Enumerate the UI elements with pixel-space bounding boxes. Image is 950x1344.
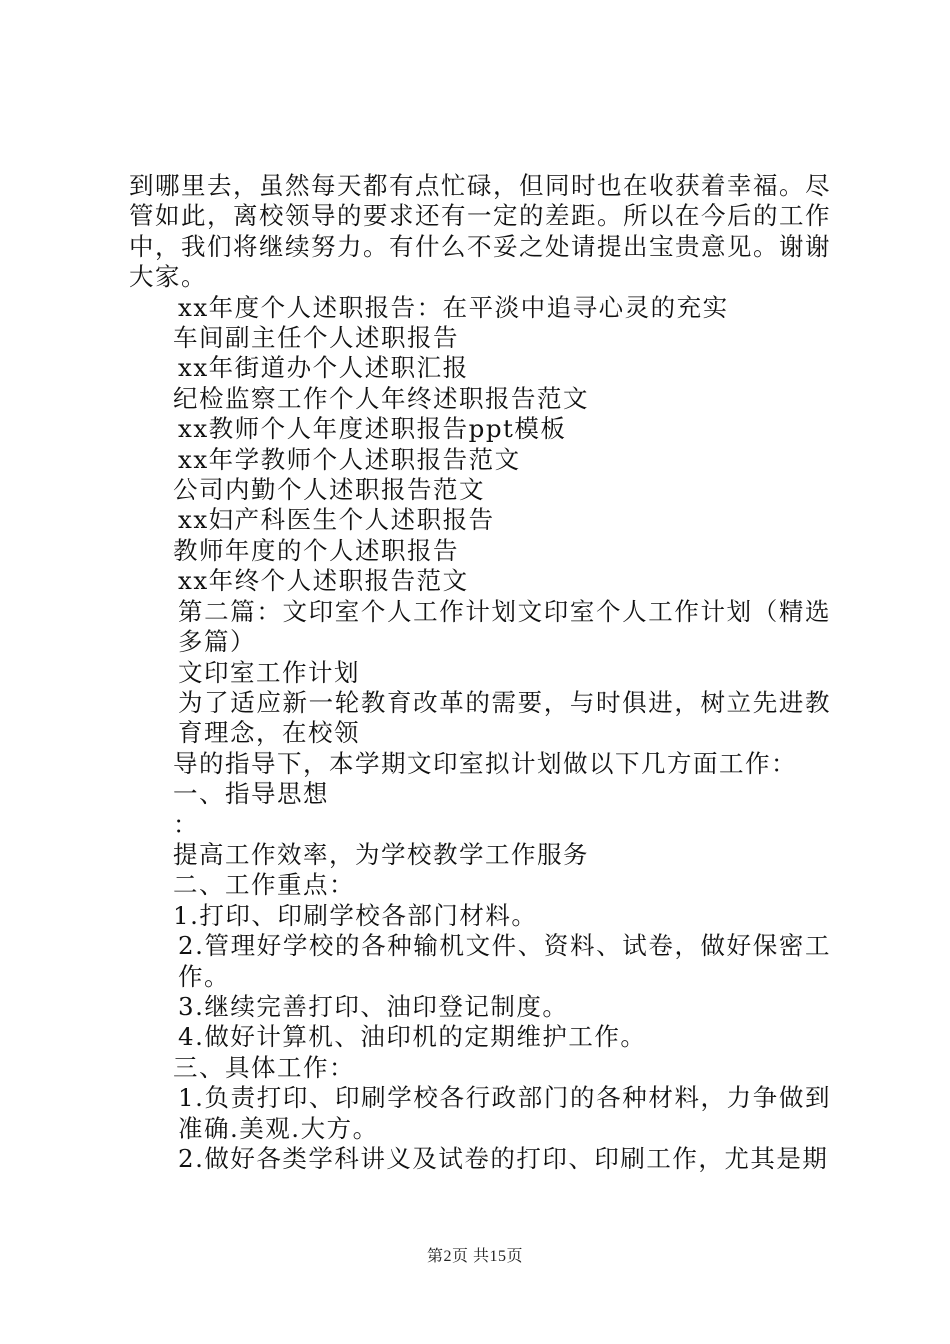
plan-title: 文印室工作计划	[178, 657, 360, 687]
focus-item-2: 2.管理好学校的各种输机文件、资料、试卷，做好保密工作。	[178, 931, 831, 991]
specific-item-2: 2.做好各类学科讲义及试卷的打印、印刷工作，尤其是期	[178, 1144, 829, 1173]
document-body	[129, 171, 831, 1174]
related-link-9: 教师年度的个人述职报告	[173, 535, 459, 565]
related-link-4: 纪检监察工作个人年终述职报告范文	[173, 383, 589, 413]
related-link-2: 车间副主任个人述职报告	[173, 323, 459, 353]
related-link-1: xx年度个人述职报告：在平淡中追寻心灵的充实	[178, 292, 729, 322]
related-link-5: xx教师个人年度述职报告ppt模板	[178, 414, 567, 444]
related-link-6: xx年学教师个人述职报告范文	[178, 444, 521, 474]
related-link-8: xx妇产科医生个人述职报告	[178, 505, 495, 535]
related-link-3: xx年街道办个人述职汇报	[178, 353, 469, 383]
heading-guiding-thought: 一、指导思想	[173, 779, 329, 809]
section-heading-2: 第二篇：文印室个人工作计划文印室个人工作计划（精选多篇）	[178, 596, 831, 657]
paragraph-intro-cont: 导的指导下，本学期文印室拟计划做以下几方面工作：	[173, 748, 797, 778]
paragraph-guiding: 提高工作效率，为学校教学工作服务	[173, 839, 589, 869]
focus-item-4: 4.做好计算机、油印机的定期维护工作。	[178, 1022, 647, 1052]
focus-item-1: 1.打印、印刷学校各部门材料。	[173, 900, 538, 930]
heading-specific-work: 三、具体工作：	[173, 1052, 355, 1082]
heading-work-focus: 二、工作重点：	[173, 870, 355, 900]
focus-item-3: 3.继续完善打印、油印登记制度。	[178, 991, 569, 1021]
related-link-7: 公司内勤个人述职报告范文	[173, 475, 485, 505]
stray-colon: ：	[173, 809, 199, 839]
paragraph-closing: 到哪里去，虽然每天都有点忙碌，但同时也在收获着幸福。尽管如此，离校领导的要求还有一定的差距。所以在今后的工作中，我们将继续努力。有什么不妥之处请提出宝贵意见。谢谢大家。	[129, 171, 831, 292]
paragraph-intro: 为了适应新一轮教育改革的需要，与时俱进，树立先进教育理念，在校领	[178, 687, 831, 748]
page-footer: 第2页 共15页	[426, 1248, 523, 1265]
related-link-10: xx年终个人述职报告范文	[178, 566, 469, 596]
specific-item-1: 1.负责打印、印刷学校各行政部门的各种材料，力争做到准确.美观.大方。	[178, 1083, 831, 1143]
